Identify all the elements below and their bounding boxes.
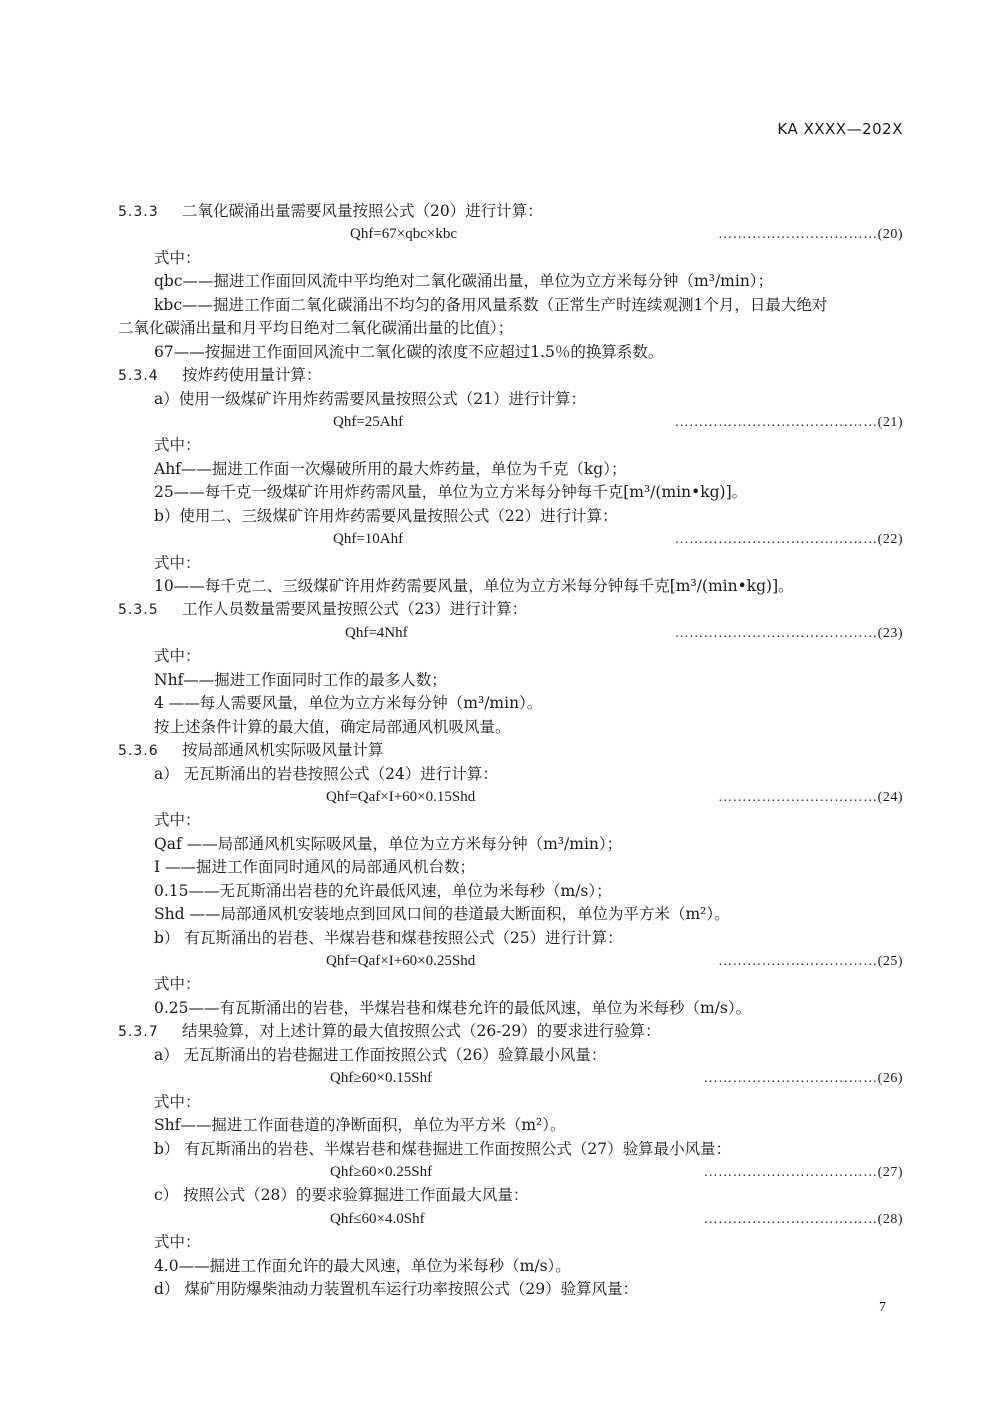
section-number: 5.3.4: [118, 368, 159, 385]
paragraph-line: Shf——掘进工作面巷道的净断面积，单位为平方米（m²）。: [154, 1116, 566, 1135]
formula-expression: Qhf=Qaf×I+60×0.25Shd: [326, 953, 476, 969]
paragraph-line: I ——掘进工作面同时通风的局部通风机台数；: [154, 858, 476, 877]
paragraph-line: b） 有瓦斯涌出的岩巷、半煤岩巷和煤巷按照公式（25）进行计算：: [154, 928, 623, 947]
document-body: [118, 200, 903, 1302]
paragraph-line: a） 无瓦斯涌出的岩巷按照公式（24）进行计算：: [154, 764, 498, 783]
paragraph-line: 式中：: [154, 975, 201, 994]
section-text: 按炸药使用量计算：: [182, 366, 322, 385]
document-code: KA XXXX—202X: [777, 120, 903, 138]
formula-row: [118, 411, 903, 434]
paragraph-line: c） 按照公式（28）的要求验算掘进工作面最大风量：: [154, 1186, 529, 1205]
section-heading: [118, 598, 903, 621]
paragraph-line: Ahf——掘进工作面一次爆破所用的最大炸药量，单位为千克（kg）；: [154, 459, 627, 478]
section-text: 工作人员数量需要风量按照公式（23）进行计算：: [182, 600, 528, 619]
section-number: 5.3.6: [118, 743, 159, 760]
paragraph-line: 式中：: [154, 553, 201, 572]
paragraph-line: 4 ——每人需要风量，单位为立方米每分钟（m³/min）。: [154, 694, 543, 713]
formula-number: ……………………………………(22): [674, 532, 903, 548]
formula-expression: Qhf≥60×0.15Shf: [330, 1070, 433, 1087]
section-number: 5.3.7: [118, 1024, 159, 1041]
formula-row: [118, 1067, 903, 1090]
paragraph-line: d） 煤矿用防爆柴油动力装置机车运行功率按照公式（29）验算风量：: [154, 1280, 639, 1299]
formula-expression: Qhf≤60×4.0Shf: [330, 1210, 425, 1227]
formula-row: [118, 528, 903, 551]
formula-expression: Qhf=67×qbc×kbc: [350, 226, 458, 243]
paragraph-line: kbc——掘进工作面二氧化碳涌出不均匀的备用风量系数（正常生产时连续观测1个月，日最大绝对: [154, 295, 828, 314]
paragraph-line: 25——每千克一级煤矿许用炸药需风量，单位为立方米每分钟每千克[m³/(min•kg)]。: [154, 483, 748, 502]
formula-row: [118, 223, 903, 246]
section-heading: [118, 200, 903, 223]
section-number: 5.3.5: [118, 602, 159, 619]
page-number: 7: [879, 1300, 886, 1315]
formula-number: ………………………………(28): [703, 1211, 903, 1227]
paragraph-line: b） 有瓦斯涌出的岩巷、半煤岩巷和煤巷掘进工作面按照公式（27）验算最小风量：: [154, 1139, 732, 1158]
paragraph-line: Qaf ——局部通风机实际吸风量，单位为立方米每分钟（m³/min）；: [154, 834, 623, 853]
paragraph-line: 0.15——无瓦斯涌出岩巷的允许最低风速，单位为米每秒（m/s）；: [154, 881, 612, 900]
section-text: 按局部通风机实际吸风量计算: [182, 741, 384, 760]
section-heading: [118, 1020, 903, 1043]
paragraph-line: 式中：: [154, 1092, 201, 1111]
paragraph-line: 按上述条件计算的最大值，确定局部通风机吸风量。: [154, 717, 511, 736]
formula-expression: Qhf=4Nhf: [345, 624, 408, 641]
paragraph-line: 10——每千克二、三级煤矿许用炸药需要风量，单位为立方米每分钟每千克[m³/(min•kg)]。: [154, 577, 794, 595]
paragraph-line: 式中：: [154, 647, 201, 666]
formula-number: ………………………………(26): [703, 1071, 903, 1087]
formula-row: [118, 950, 903, 973]
section-text: 二氧化碳涌出量需要风量按照公式（20）进行计算：: [182, 202, 543, 220]
formula-expression: Qhf=10Ahf: [333, 531, 404, 548]
paragraph-line: 式中：: [154, 1233, 201, 1252]
formula-expression: Qhf=25Ahf: [333, 413, 404, 430]
section-heading: [118, 364, 903, 387]
formula-expression: Qhf=Qaf×I+60×0.15Shd: [326, 788, 476, 805]
paragraph-line: a） 无瓦斯涌出的岩巷掘进工作面按照公式（26）验算最小风量：: [154, 1045, 607, 1064]
paragraph-line: 二氧化碳涌出量和月平均日绝对二氧化碳涌出量的比值）；: [118, 319, 514, 338]
paragraph-line: Nhf——掘进工作面同时工作的最多人数；: [154, 670, 447, 689]
formula-expression: Qhf≥60×0.25Shf: [330, 1163, 433, 1180]
formula-row: [118, 786, 903, 809]
section-heading: [118, 739, 903, 762]
formula-number: ……………………………(24): [718, 789, 903, 805]
paragraph-line: b）使用二、三级煤矿许用炸药需要风量按照公式（22）进行计算：: [154, 506, 618, 525]
paragraph-line: 4.0——掘进工作面允许的最大风速，单位为米每秒（m/s）。: [154, 1256, 571, 1275]
paragraph-line: 式中：: [154, 811, 201, 830]
paragraph-line: 67——按掘进工作面回风流中二氧化碳的浓度不应超过1.5％的换算系数。: [154, 342, 664, 361]
paragraph-line: 0.25——有瓦斯涌出的岩巷，半煤岩巷和煤巷允许的最低风速，单位为米每秒（m/s）。: [154, 998, 752, 1017]
formula-number: ……………………………(25): [718, 954, 903, 969]
section-number: 5.3.3: [118, 204, 159, 220]
paragraph-line: Shd ——局部通风机安装地点到回风口间的巷道最大断面积，单位为平方米（m²）。: [154, 905, 730, 924]
section-text: 结果验算，对上述计算的最大值按照公式（26-29）的要求进行验算：: [182, 1022, 661, 1041]
formula-number: ……………………………………(23): [674, 625, 903, 641]
paragraph-line: qbc——掘进工作面回风流中平均绝对二氧化碳涌出量，单位为立方米每分钟（m³/min）；: [154, 272, 774, 291]
paragraph-line: 式中：: [154, 248, 201, 267]
formula-number: ……………………………………(21): [674, 414, 903, 430]
formula-row: [118, 622, 903, 645]
paragraph-line: 式中：: [154, 436, 201, 455]
formula-number: ……………………………(20): [718, 227, 903, 243]
formula-row: [118, 1208, 903, 1231]
paragraph-line: a）使用一级煤矿许用炸药需要风量按照公式（21）进行计算：: [154, 389, 586, 408]
formula-row: [118, 1161, 903, 1184]
formula-number: ………………………………(27): [703, 1164, 903, 1180]
